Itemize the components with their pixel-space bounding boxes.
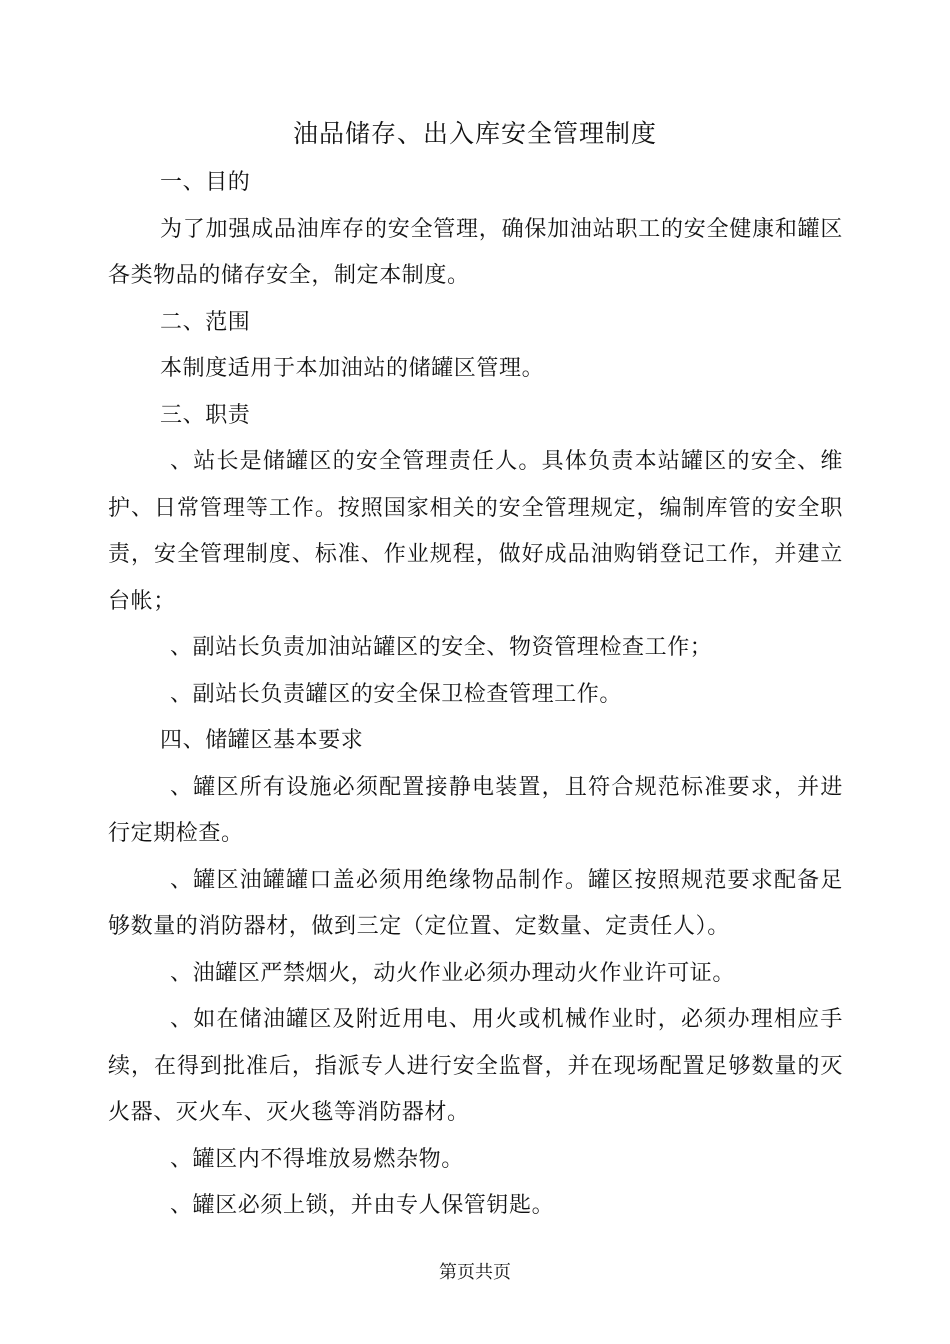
section-heading-requirements: 四、储罐区基本要求 bbox=[160, 728, 364, 753]
document-body bbox=[108, 160, 843, 1230]
section-paragraph: 本制度适用于本加油站的储罐区管理。 bbox=[160, 356, 545, 381]
document-title: 油品储存、出入库安全管理制度 bbox=[292, 119, 657, 148]
list-item: 、副站长负责罐区的安全保卫检查管理工作。 bbox=[170, 681, 623, 707]
list-item: 、罐区必须上锁，并由专人保管钥匙。 bbox=[170, 1193, 555, 1218]
list-item: 、罐区油罐罐口盖必须用绝缘物品制作。罐区按照规范要求配备足够数量的消防器材，做到三定（定位置、定数量、定责任人）。 bbox=[108, 867, 843, 939]
list-item: 、罐区所有设施必须配置接静电装置，且符合规范标准要求，并进行定期检查。 bbox=[108, 774, 843, 846]
section-heading-scope: 二、范围 bbox=[160, 309, 251, 335]
page-footer: 第页共页 bbox=[439, 1262, 511, 1283]
list-item: 、如在储油罐区及附近用电、用火或机械作业时，必须办理相应手续，在得到批准后，指派专人进行安全监督，并在现场配置足够数量的灭火器、灭火车、灭火毯等消防器材。 bbox=[108, 1007, 843, 1125]
list-item: 、油罐区严禁烟火，动火作业必须办理动火作业许可证。 bbox=[170, 960, 736, 986]
list-item: 、副站长负责加油站罐区的安全、物资管理检查工作； bbox=[170, 635, 713, 660]
section-paragraph: 为了加强成品油库存的安全管理，确保加油站职工的安全健康和罐区各类物品的储存安全，制定本制度。 bbox=[108, 216, 843, 288]
section-heading-duties: 三、职责 bbox=[160, 402, 251, 428]
section-heading-purpose: 一、目的 bbox=[160, 170, 251, 195]
list-item: 、站长是储罐区的安全管理责任人。具体负责本站罐区的安全、维护、日常管理等工作。按照国家相关的安全管理规定，编制库管的安全职责，安全管理制度、标准、作业规程，做好成品油购销登记工作，并建立台帐； bbox=[108, 449, 843, 614]
list-item: 、罐区内不得堆放易燃杂物。 bbox=[170, 1146, 464, 1172]
